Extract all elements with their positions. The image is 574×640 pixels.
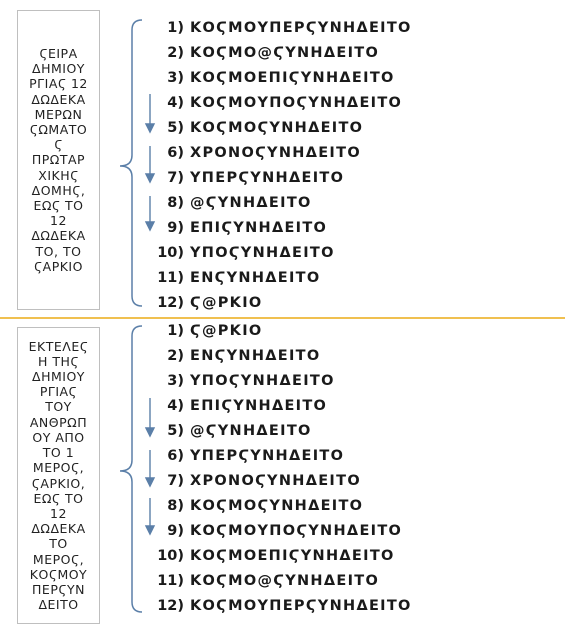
item-word: ΥΠΕΡϚΥΝΗΔΕΙΤΟ: [190, 170, 345, 186]
top-list-item: [142, 18, 422, 38]
top-curly-brace: [120, 20, 142, 306]
bottom-list-item: [142, 571, 422, 591]
item-word: ΥΠΟϚΥΝΗΔΕΙΤΟ: [190, 373, 335, 389]
item-number: 7): [167, 473, 184, 489]
bottom-curly-brace: [120, 326, 142, 612]
item-word: Ϛ@ΡΚΙΟ: [190, 295, 263, 311]
item-number: 6): [167, 448, 184, 464]
top-list-item: [142, 243, 422, 263]
top-description-box: [17, 10, 100, 310]
item-word: ΕΠΙϚΥΝΗΔΕΙΤΟ: [190, 398, 328, 414]
item-word: ΚΟϚΜΟΥΠΕΡϚΥΝΗΔΕΙΤΟ: [190, 598, 412, 614]
item-number: 12): [157, 295, 184, 311]
item-word: ΚΟϚΜΟΥΠΟϚΥΝΗΔΕΙΤΟ: [190, 523, 403, 539]
bottom-list-item: [142, 521, 422, 541]
top-description-text: ϚΕΙΡΑ ΔΗΜΙΟΥ ΡΓΙΑϚ 12 ΔΩΔΕΚΑ ΜΕΡΩΝ ϚΩΜΑΤΟ Ϛ ΠΡΩΤΑΡ ΧΙΚΗϚ ΔΟΜΗϚ, ΕΩϚ ΤΟ 12 ΔΩΔΕΚΑ ΤΟ, ΤΟ ϚΑΡΚΙΟ: [29, 45, 88, 274]
item-word: ΕΠΙϚΥΝΗΔΕΙΤΟ: [190, 220, 328, 236]
top-list-item: [142, 168, 422, 188]
item-number: 9): [167, 523, 184, 539]
top-list-item: [142, 68, 422, 88]
bottom-list-item: [142, 346, 422, 366]
top-list-item: [142, 93, 422, 113]
item-word: ΚΟϚΜΟ@ϚΥΝΗΔΕΙΤΟ: [190, 45, 380, 61]
item-word: ΚΟϚΜΟΥΠΟϚΥΝΗΔΕΙΤΟ: [190, 95, 403, 111]
bottom-list-item: [142, 446, 422, 466]
top-list-item: [142, 143, 422, 163]
bottom-list-item: [142, 396, 422, 416]
item-number: 2): [167, 45, 184, 61]
bottom-description-box: [17, 327, 100, 624]
item-number: 3): [167, 70, 184, 86]
item-number: 12): [157, 598, 184, 614]
item-word: ΥΠΕΡϚΥΝΗΔΕΙΤΟ: [190, 448, 345, 464]
item-word: ΧΡΟΝΟϚΥΝΗΔΕΙΤΟ: [190, 473, 361, 489]
item-word: ΚΟϚΜΟϚΥΝΗΔΕΙΤΟ: [190, 120, 364, 136]
item-word: ΧΡΟΝΟϚΥΝΗΔΕΙΤΟ: [190, 145, 361, 161]
top-list-item: [142, 268, 422, 288]
item-number: 1): [167, 20, 184, 36]
item-number: 11): [157, 573, 184, 589]
top-list-item: [142, 193, 422, 213]
item-word: ΥΠΟϚΥΝΗΔΕΙΤΟ: [190, 245, 335, 261]
top-list-item: [142, 218, 422, 238]
bottom-list-item: [142, 371, 422, 391]
item-word: ΚΟϚΜΟΥΠΕΡϚΥΝΗΔΕΙΤΟ: [190, 20, 412, 36]
item-number: 3): [167, 373, 184, 389]
item-number: 8): [167, 195, 184, 211]
item-number: 5): [167, 120, 184, 136]
item-number: 4): [167, 398, 184, 414]
item-word: ΚΟϚΜΟ@ϚΥΝΗΔΕΙΤΟ: [190, 573, 380, 589]
bottom-list-item: [142, 421, 422, 441]
item-number: 2): [167, 348, 184, 364]
item-word: Ϛ@ΡΚΙΟ: [190, 323, 263, 339]
item-number: 11): [157, 270, 184, 286]
item-number: 10): [157, 245, 184, 261]
item-word: @ϚΥΝΗΔΕΙΤΟ: [190, 423, 312, 439]
item-number: 1): [167, 323, 184, 339]
top-list-item: [142, 118, 422, 138]
item-word: ΕΝϚΥΝΗΔΕΙΤΟ: [190, 348, 321, 364]
top-list-item: [142, 293, 422, 313]
item-number: 10): [157, 548, 184, 564]
bottom-list-item: [142, 496, 422, 516]
bottom-list-item: [142, 546, 422, 566]
item-number: 9): [167, 220, 184, 236]
top-list-item: [142, 43, 422, 63]
item-word: ΕΝϚΥΝΗΔΕΙΤΟ: [190, 270, 321, 286]
item-number: 5): [167, 423, 184, 439]
section-divider: [0, 317, 565, 319]
item-number: 7): [167, 170, 184, 186]
item-word: ΚΟϚΜΟΕΠΙϚΥΝΗΔΕΙΤΟ: [190, 548, 395, 564]
bottom-list-item: [142, 321, 422, 341]
item-number: 8): [167, 498, 184, 514]
bottom-list-item: [142, 596, 422, 616]
item-word: ΚΟϚΜΟϚΥΝΗΔΕΙΤΟ: [190, 498, 364, 514]
item-word: ΚΟϚΜΟΕΠΙϚΥΝΗΔΕΙΤΟ: [190, 70, 395, 86]
item-number: 6): [167, 145, 184, 161]
bottom-list-item: [142, 471, 422, 491]
bottom-description-text: ΕΚΤΕΛΕϚ Η ΤΗϚ ΔΗΜΙΟΥ ΡΓΙΑϚ ΤΟΥ ΑΝΘΡΩΠ ΟΥ ΑΠΟ ΤΟ 1 ΜΕΡΟϚ, ϚΑΡΚΙΟ, ΕΩϚ ΤΟ 12 ΔΩΔΕΚΑ ΤΟ ΜΕΡΟϚ, ΚΟϚΜΟΥ ΠΕΡϚΥΝ ΔΕΙΤΟ: [28, 338, 89, 613]
item-number: 4): [167, 95, 184, 111]
item-word: @ϚΥΝΗΔΕΙΤΟ: [190, 195, 312, 211]
